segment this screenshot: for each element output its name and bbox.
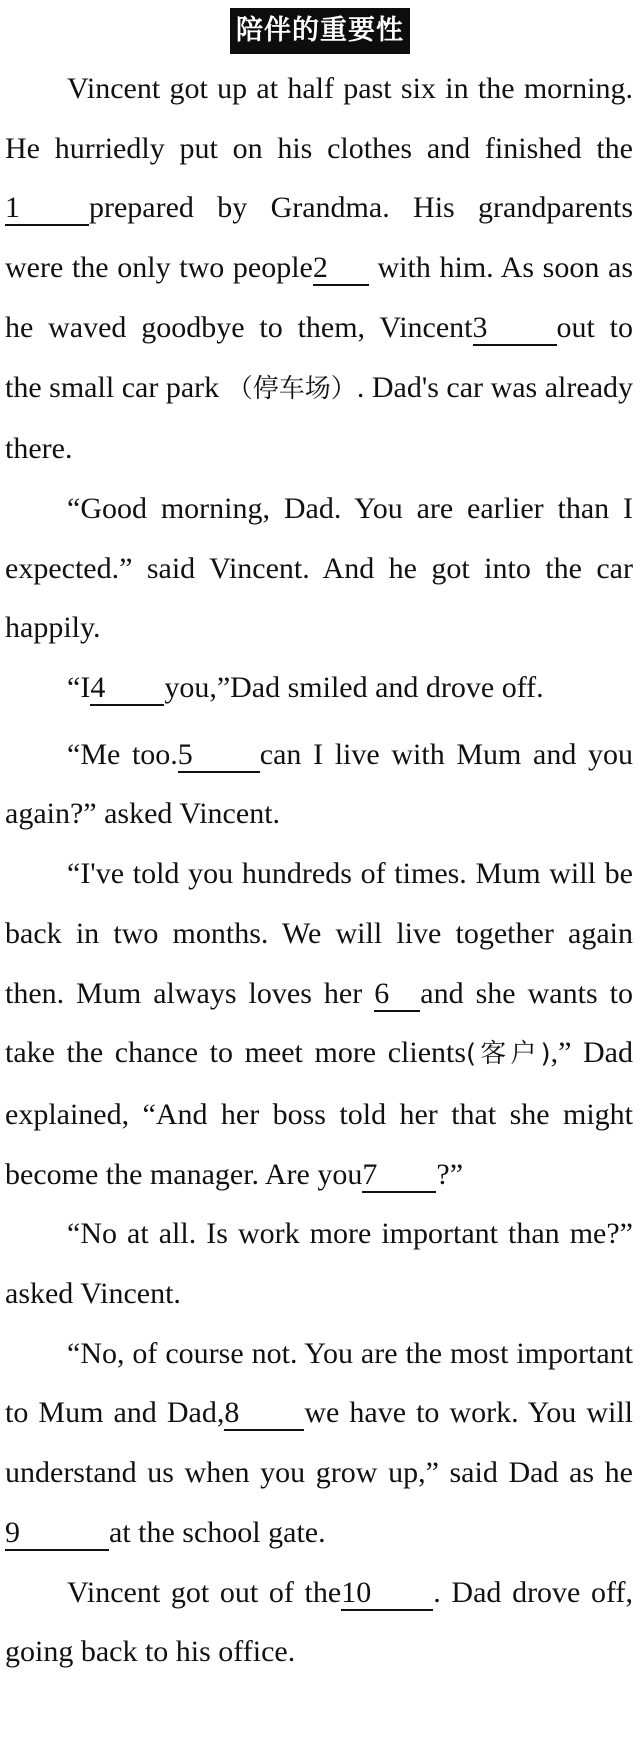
text-segment: at the school gate. bbox=[109, 1515, 326, 1549]
cloze-passage bbox=[5, 59, 633, 1682]
blank-2: 2 bbox=[313, 252, 369, 286]
paragraph-3 bbox=[5, 658, 633, 718]
paragraph-2 bbox=[5, 479, 633, 658]
blank-8: 8 bbox=[224, 1397, 304, 1431]
blank-9: 9 bbox=[5, 1517, 109, 1551]
text-segment: with him. As soon as he waved goodbye to them, Vincent bbox=[5, 251, 633, 344]
text-segment: “Good morning, Dad. You are earlier than I expected.” said Vincent. And he got into the car happily. bbox=[5, 491, 633, 645]
paragraph-1 bbox=[5, 59, 633, 479]
text-segment: out to the small car park bbox=[5, 310, 633, 404]
chinese-gloss: (客户) bbox=[466, 1039, 551, 1070]
blank-4: 4 bbox=[90, 672, 164, 706]
paragraph-6 bbox=[5, 1204, 633, 1323]
text-segment: “No at all. Is work more important than me?” asked Vincent. bbox=[5, 1217, 633, 1311]
text-segment: prepared by Grandma. His grandparents were the only two people bbox=[5, 191, 633, 285]
blank-7: 7 bbox=[362, 1159, 436, 1193]
text-segment: Vincent got out of the bbox=[67, 1575, 342, 1609]
text-segment: . Dad's car was already there. bbox=[5, 370, 634, 466]
paragraph-7 bbox=[5, 1324, 633, 1563]
text-segment: can I live with Mum and you again?” asked Vincent. bbox=[5, 737, 633, 831]
text-segment: . Dad drove off, going back to his office. bbox=[5, 1575, 633, 1669]
page-title: 陪伴的重要性 bbox=[230, 8, 410, 54]
text-segment: ,” Dad explained, “And her boss told her that she might become the manager. Are you bbox=[5, 1036, 633, 1191]
paragraph-5 bbox=[5, 844, 633, 1204]
text-segment: ?” bbox=[436, 1157, 464, 1191]
paragraph-8 bbox=[5, 1563, 633, 1682]
blank-6: 6 bbox=[374, 978, 420, 1012]
text-segment: and she wants to take the chance to meet more clients bbox=[5, 976, 633, 1070]
text-segment: “I bbox=[67, 671, 91, 705]
text-segment: you,”Dad smiled and drove off. bbox=[164, 671, 544, 705]
paragraph-4 bbox=[5, 725, 633, 844]
blank-3: 3 bbox=[473, 312, 557, 346]
chinese-gloss: （停车场） bbox=[226, 373, 357, 404]
blank-1: 1 bbox=[5, 192, 89, 226]
blank-5: 5 bbox=[178, 739, 260, 773]
text-segment: “No, of course not. You are the most important to Mum and Dad, bbox=[5, 1336, 633, 1430]
text-segment: “Me too. bbox=[67, 737, 178, 771]
text-segment: we have to work. You will understand us when you grow up,” said Dad as he bbox=[5, 1396, 633, 1490]
blank-10: 10 bbox=[341, 1577, 433, 1611]
text-segment: “I've told you hundreds of times. Mum will be back in two months. We will live together again then. Mum always loves her bbox=[5, 857, 633, 1010]
text-segment: Vincent got up at half past six in the morning. He hurriedly put on his clothes and finished the bbox=[5, 72, 633, 165]
title-wrap bbox=[0, 8, 640, 54]
